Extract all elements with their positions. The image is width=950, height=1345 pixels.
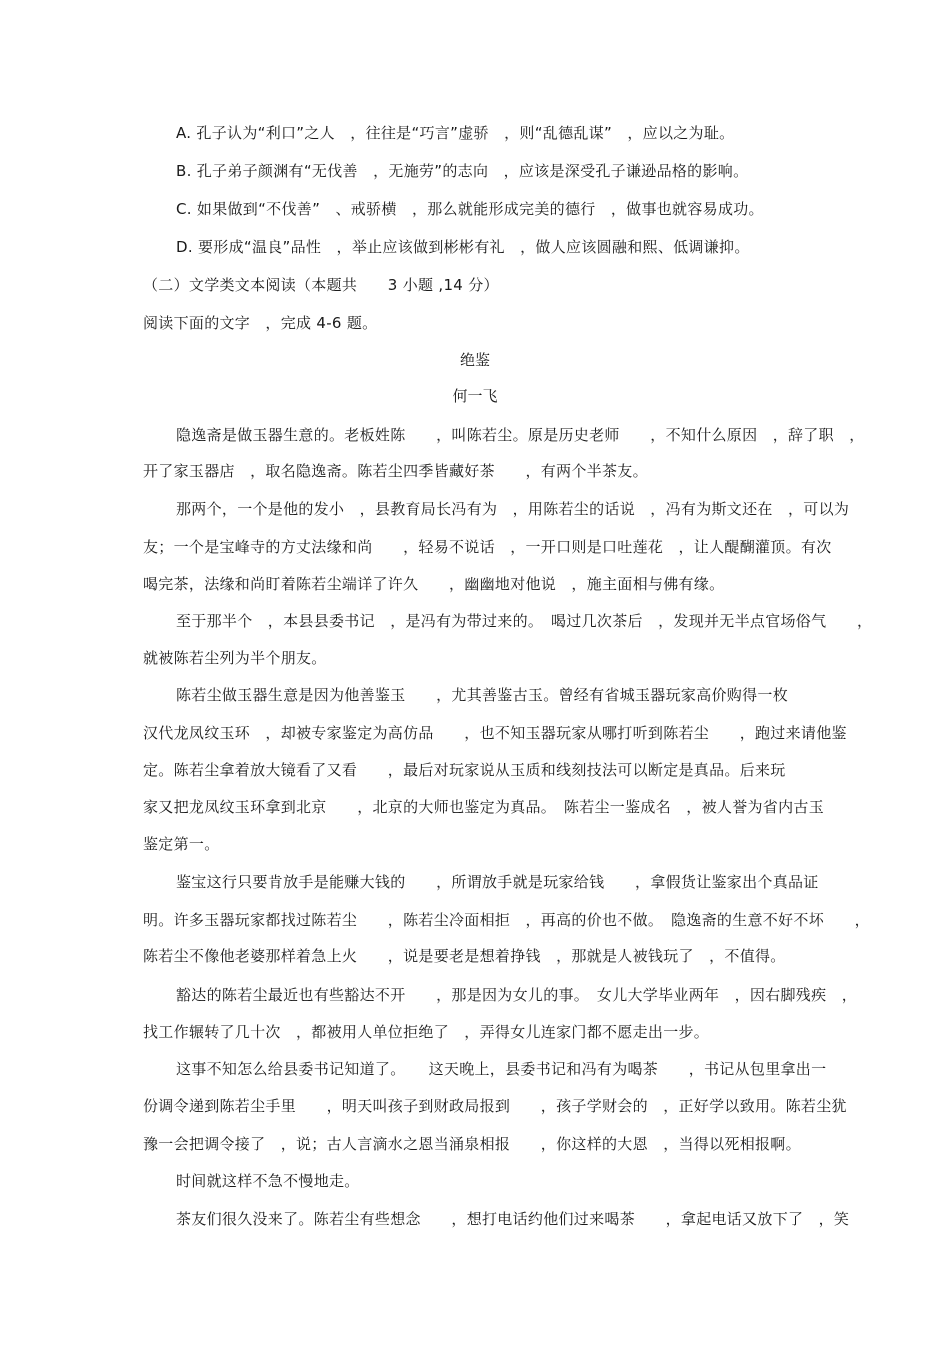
- text-line: 豫一会把调令接了 ，说；古人言滴水之恩当涌泉相报 ，你这样的大恩 ，当得以死相报啊。: [143, 1135, 801, 1153]
- text-line: 陈若尘做玉器生意是因为他善鉴玉 ，尤其善鉴古玉。曾经有省城玉器玩家高价购得一枚: [176, 686, 789, 704]
- text-line: 茶友们很久没来了。陈若尘有些想念 ，想打电话约他们过来喝茶 ，拿起电话又放下了 ，笑: [176, 1210, 850, 1228]
- text-line: 至于那半个 ，本县县委书记 ，是冯有为带过来的。 喝过几次茶后 ，发现并无半点官场俗气 ，: [176, 612, 873, 630]
- story-author: 何一飞: [452, 387, 498, 405]
- text-line: 鉴宝这行只要肯放手是能赚大钱的 ，所谓放手就是玩家给钱 ，拿假货让鉴家出个真品证: [176, 873, 819, 891]
- text-line: 明。许多玉器玩家都找过陈若尘 ，陈若尘冷面相拒 ，再高的价也不做。 隐逸斋的生意不好不坏 ，: [143, 911, 870, 929]
- option-a: A. 孔子认为“利口”之人 ，往往是“巧言”虚骄 ，则“乱德乱谋” ，应以之为耻。: [176, 124, 735, 142]
- text-line: 豁达的陈若尘最近也有些豁达不开 ，那是因为女儿的事。 女儿大学毕业两年 ，因右脚残疾 ，: [176, 986, 858, 1004]
- option-d: D. 要形成“温良”品性 ，举止应该做到彬彬有礼 ，做人应该圆融和熙、低调谦抑。: [176, 238, 750, 256]
- text-line: 找工作辗转了几十次 ，都被用人单位拒绝了 ，弄得女儿连家门都不愿走出一步。: [143, 1023, 710, 1041]
- text-line: 陈若尘不像他老婆那样着急上火 ，说是要老是想着挣钱 ，那就是人被钱玩了 ，不值得。: [143, 947, 786, 965]
- text-line: 定。陈若尘拿着放大镜看了又看 ，最后对玩家说从玉质和线刻技法可以断定是真品。后来玩: [143, 761, 786, 779]
- text-line: 开了家玉器店 ，取名隐逸斋。陈若尘四季皆藏好茶 ，有两个半茶友。: [143, 462, 648, 480]
- section-heading: （二）文学类文本阅读（本题共 3 小题 ,14 分）: [143, 276, 499, 294]
- text-line: 鉴定第一。: [143, 835, 220, 853]
- text-line: 家又把龙凤纹玉环拿到北京 ，北京的大师也鉴定为真品。 陈若尘一鉴成名 ，被人誉为省内古玉: [143, 798, 825, 816]
- story-title: 绝鉴: [459, 351, 490, 369]
- text-line: 隐逸斋是做玉器生意的。老板姓陈 ，叫陈若尘。原是历史老师 ，不知什么原因 ，辞了职 ，: [176, 426, 865, 444]
- text-line: 汉代龙凤纹玉环 ，却被专家鉴定为高仿品 ，也不知玉器玩家从哪打听到陈若尘 ，跑过来请他鉴: [143, 724, 847, 742]
- text-line: 那两个，一个是他的发小 ，县教育局长冯有为 ，用陈若尘的话说 ，冯有为斯文还在 ，可以为: [176, 500, 850, 518]
- text-line: 友；一个是宝峰寺的方丈法缘和尚 ，轻易不说话 ，一开口则是口吐莲花 ，让人醍醐灌顶。有次: [143, 538, 832, 556]
- option-b: B. 孔子弟子颜渊有“无伐善 ，无施劳”的志向 ，应该是深受孔子谦逊品格的影响。: [176, 162, 749, 180]
- text-line: 时间就这样不急不慢地走。: [176, 1172, 360, 1190]
- option-c: C. 如果做到“不伐善” 、戒骄横 ，那么就能形成完美的德行 ，做事也就容易成功。: [176, 200, 764, 218]
- text-line: 就被陈若尘列为半个朋友。: [143, 649, 327, 667]
- text-line: 喝完茶，法缘和尚盯着陈若尘端详了许久 ，幽幽地对他说 ，施主面相与佛有缘。: [143, 575, 725, 593]
- text-line: 份调令递到陈若尘手里 ，明天叫孩子到财政局报到 ，孩子学财会的 ，正好学以致用。陈若尘犹: [143, 1097, 847, 1115]
- reading-instruction: 阅读下面的文字 ，完成 4-6 题。: [143, 314, 378, 332]
- text-line: 这事不知怎么给县委书记知道了。 这天晚上，县委书记和冯有为喝茶 ，书记从包里拿出一: [176, 1060, 827, 1078]
